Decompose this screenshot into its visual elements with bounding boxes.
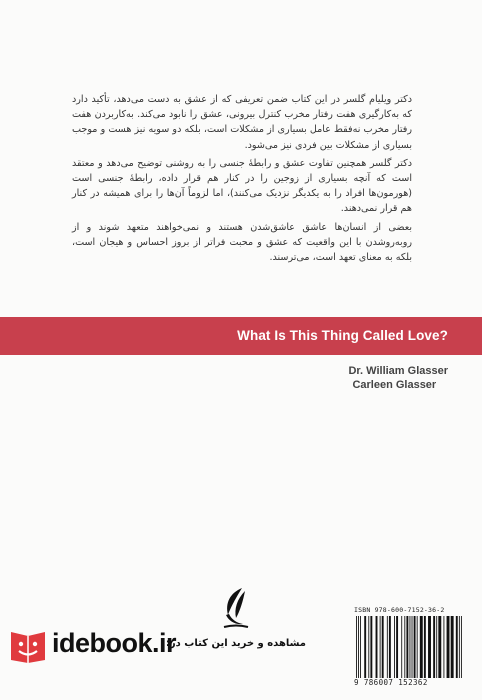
barcode-number: 9 786007 152362	[354, 678, 428, 687]
isbn-label: ISBN 978-600-7152-36-2	[354, 606, 445, 614]
barcode-bar	[424, 616, 426, 678]
barcode-bar	[370, 616, 372, 678]
synopsis-paragraph: دکتر گلسر همچنین تفاوت عشق و رابطهٔ جنسی را به روشنی توضیح می‌دهد و معتقد است که آنچه بسیاری از زوجین را در کنار هم قرار داده، رابطهٔ جنسی است (هورمون‌ها افراد را به یکدیگر نزدیک می‌کنند)، اما لزوماً آن‌ها را برای همیشه در کنار هم قرار نمی‌دهند.	[72, 157, 412, 215]
barcode-bars	[354, 616, 464, 678]
barcode-bar	[406, 616, 408, 678]
barcode-bar	[380, 616, 381, 678]
barcode-bar	[438, 616, 441, 678]
barcode-bar	[410, 616, 411, 678]
synopsis-paragraph: دکتر ویلیام گلسر در این کتاب ضمن تعریفی که از عشق به دست می‌دهد، تأکید دارد که به‌کارگیری هفت رفتار مخرب کنترل بیرونی، عشق را نابود می‌کند. به‌کاربردن هفت رفتار مخرب نه‌فقط عامل بسیاری از مشکلات است، بلکه دو سویه نیز هست و موجب بسیاری از مشکلات بین فردی نیز می‌شود.	[72, 94, 412, 151]
author-name: Carleen Glasser	[352, 379, 437, 391]
title-band	[0, 317, 482, 355]
barcode-bar	[414, 616, 416, 678]
barcode-bar	[404, 616, 405, 678]
barcode-bar	[396, 616, 398, 678]
barcode-bar	[456, 616, 458, 678]
barcode-bar	[420, 616, 423, 678]
barcode-bar	[436, 616, 437, 678]
barcode-bar	[451, 616, 454, 678]
barcode-bar	[387, 616, 388, 678]
isbn-barcode	[354, 606, 464, 690]
watermark-brand: idebook.ir	[52, 628, 177, 658]
barcode-bar	[433, 616, 435, 678]
barcode-bar	[389, 616, 391, 678]
barcode-bar	[417, 616, 418, 678]
barcode-bar	[459, 616, 460, 678]
barcode-bar	[394, 616, 395, 678]
barcode-bar	[356, 616, 357, 678]
barcode-bar	[364, 616, 366, 678]
barcode-bar	[358, 616, 359, 678]
synopsis-paragraph: بعضی از انسان‌ها عاشق عاشق‌شدن هستند و نمی‌خواهند متعهد شوند و از روبه‌روشدن با این واقعیت که عشق و محبت فراتر از بروز احساس و هیجان است، بلکه به معنای تعهد است، می‌ترسند.	[72, 221, 412, 264]
barcode-bar	[443, 616, 444, 678]
barcode-bar	[382, 616, 384, 678]
watermark-slogan: مشاهده و خرید این کتاب در:	[165, 638, 306, 649]
english-book-title: What Is This Thing Called Love?	[237, 328, 448, 343]
barcode-bar	[368, 616, 369, 678]
barcode-bar	[360, 616, 361, 678]
barcode-bar	[428, 616, 431, 678]
synopsis-text	[72, 92, 412, 268]
barcode-bar	[412, 616, 413, 678]
authors-block	[348, 364, 448, 392]
book-smile-icon	[8, 626, 48, 664]
author-name: Dr. William Glasser	[348, 365, 448, 377]
barcode-bar	[447, 616, 450, 678]
barcode-bar	[376, 616, 378, 678]
barcode-bar	[461, 616, 462, 678]
watermark	[8, 624, 328, 666]
barcode-bar	[401, 616, 402, 678]
